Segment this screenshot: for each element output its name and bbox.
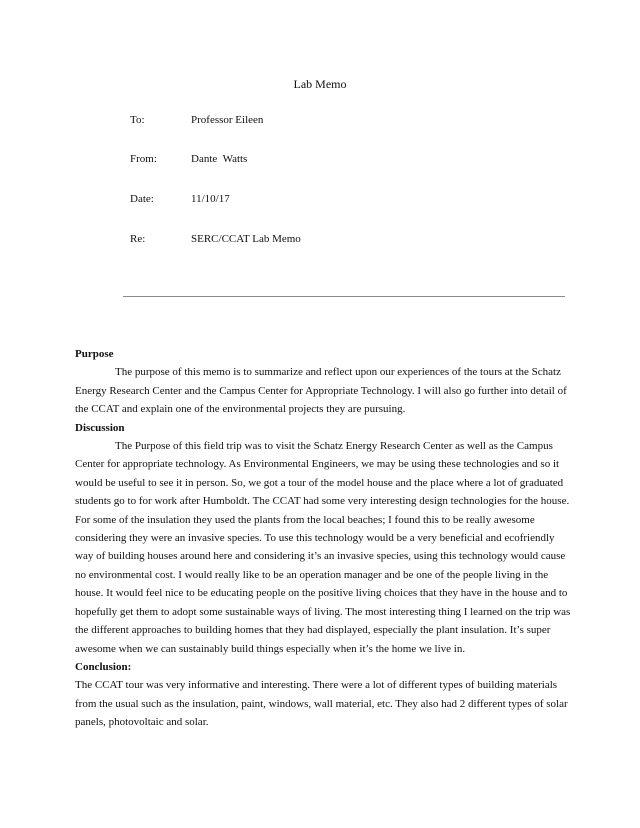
discussion-heading: Discussion xyxy=(75,421,125,434)
field-label-date: Date: xyxy=(130,193,154,205)
field-value-date: 11/10/17 xyxy=(191,193,230,205)
purpose-heading: Purpose xyxy=(75,348,114,360)
field-label-re: Re: xyxy=(130,233,146,245)
header-divider xyxy=(123,296,565,297)
memo-body xyxy=(75,345,575,732)
field-label-to: To: xyxy=(130,114,145,126)
conclusion-heading: Conclusion: xyxy=(75,660,132,673)
field-value-re: SERC/CCAT Lab Memo xyxy=(191,233,301,245)
field-value-from: Dante Watts xyxy=(191,153,248,165)
purpose-paragraph: The purpose of this memo is to summarize and reflect upon our experiences of the tours at the Schatz Energy Research Center and the Campus Center for Appropriate Technology. I will also go further into detail of the CCAT and explain one of the environmental projects they are pursuing. xyxy=(75,366,567,416)
memo-title: Lab Memo xyxy=(293,77,347,91)
field-label-from: From: xyxy=(130,153,157,165)
conclusion-paragraph: The CCAT tour was very informative and interesting. There were a lot of different types of building materials from the usual such as the insulation, paint, windows, wall material, etc. They also had 2 different types of solar panels, photovoltaic and solar. xyxy=(75,679,568,729)
discussion-paragraph: The Purpose of this field trip was to visit the Schatz Energy Research Center as well as the Campus Center for appropriate technology. As Environmental Engineers, we may be using these technologies and so it would be useful to see it in person. So, we got a tour of the model house and the place where a lot of graduated students go to for work after Humboldt. The CCAT had some very interesting design technologies for the house. For some of the insulation they used the plants from the local beaches; I found this to be really awesome considering they were an invasive species. To use this technology would be a very beneficial and ecofriendly way of building houses around here and considering it’s an invasive species, using this technology would cause no environmental cost. I would really like to be an operation manager and be one of the people living in the house. It would feel nice to be educating people on the positive living choices that they have in the house and to hopefully get them to adopt some sustainable ways of living. The most interesting thing I learned on the trip was the different approaches to building homes that they had displayed, especially the plant insulation. It’s super awesome when we can sustainably build things especially when it’s the home we live in. xyxy=(75,440,571,655)
field-value-to: Professor Eileen xyxy=(191,114,264,126)
